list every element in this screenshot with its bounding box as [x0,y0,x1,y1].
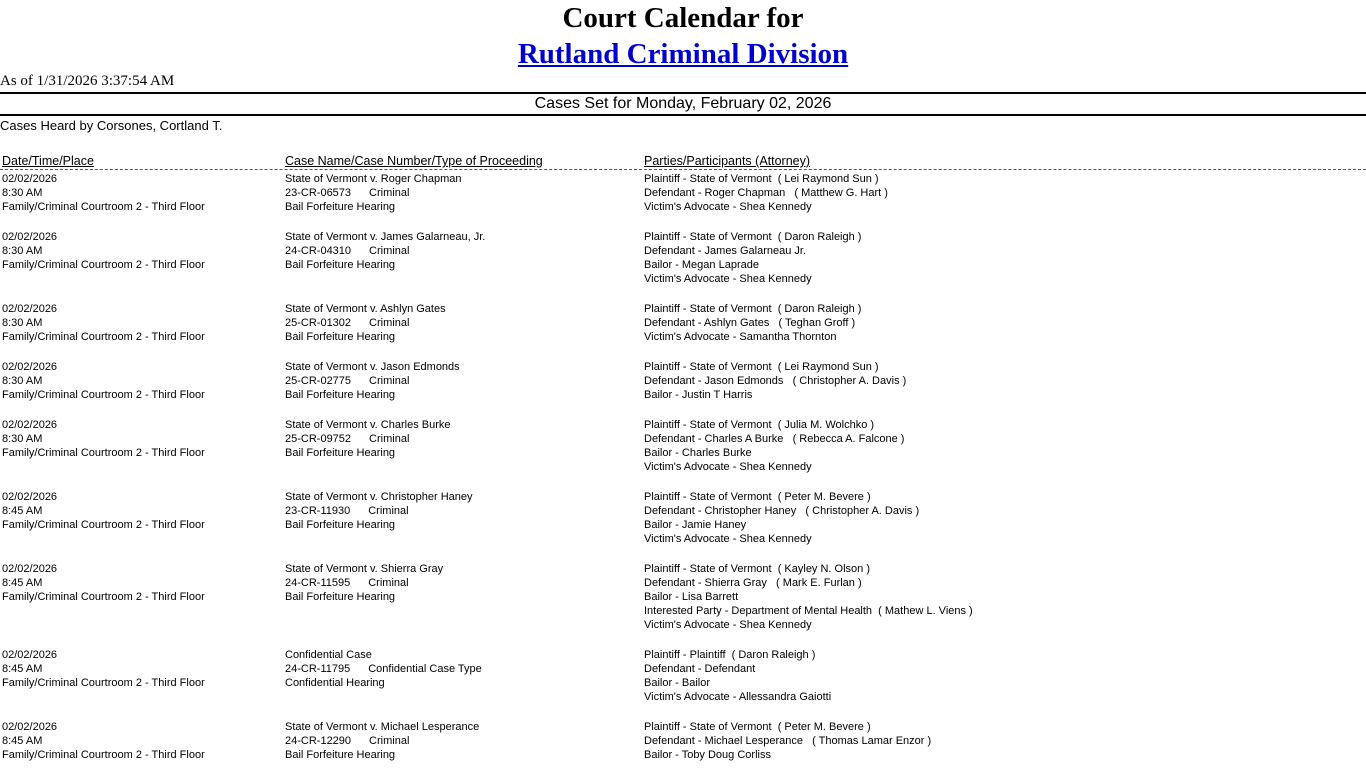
party: Plaintiff - State of Vermont ( Kayley N. Olson ) [644,563,870,575]
case-place: Family/Criminal Courtroom 2 - Third Floor [2,389,205,401]
case-number: 24-CR-11795 [285,663,351,675]
party: Victim's Advocate - Shea Kennedy [644,201,812,213]
case-date: 02/02/2026 [2,361,58,373]
proceeding-type: Bail Forfeiture Hearing [285,519,396,531]
case-time: 8:30 AM [2,375,43,387]
case-type: Criminal [369,187,410,199]
case-number: 25-CR-01302 [285,317,352,329]
date-time-place [2,562,205,604]
date-time-place [2,360,205,402]
proceeding-type: Bail Forfeiture Hearing [285,201,396,213]
party: Defendant - Jason Edmonds ( Christopher A. Davis ) [644,375,907,387]
case-info [285,418,450,460]
parties [644,562,973,632]
divider [0,114,1366,116]
parties [644,172,888,214]
party: Defendant - James Galarneau Jr. [644,245,807,257]
proceeding-type: Bail Forfeiture Hearing [285,591,396,603]
date-time-place [2,172,205,214]
column-header-date: Date/Time/Place [2,154,94,168]
party: Plaintiff - State of Vermont ( Lei Raymond Sun ) [644,361,879,373]
as-of-timestamp: As of 1/31/2026 3:37:54 AM [0,73,175,89]
case-row [0,172,1366,214]
party: Plaintiff - State of Vermont ( Daron Raleigh ) [644,231,862,243]
case-number-line [285,576,443,590]
parties [644,490,919,546]
party: Plaintiff - Plaintiff ( Daron Raleigh ) [644,649,816,661]
case-time: 8:30 AM [2,245,43,257]
case-row [0,360,1366,402]
parties [644,302,861,344]
case-place: Family/Criminal Courtroom 2 - Third Floor [2,447,205,459]
party: Victim's Advocate - Samantha Thornton [644,331,837,343]
party: Defendant - Christopher Haney ( Christopher A. Davis ) [644,505,920,517]
party: Defendant - Charles A Burke ( Rebecca A. Falcone ) [644,433,905,445]
case-row [0,418,1366,474]
party: Bailor - Bailor [644,677,711,689]
party: Plaintiff - State of Vermont ( Julia M. Wolchko ) [644,419,875,431]
case-type: Criminal [369,433,410,445]
column-header-parties: Parties/Participants (Attorney) [644,154,811,168]
case-number: 24-CR-12290 [285,735,352,747]
case-info [285,720,479,762]
case-type: Criminal [369,375,410,387]
case-place: Family/Criminal Courtroom 2 - Third Floor [2,591,205,603]
parties [644,360,906,402]
case-number-line [285,662,482,676]
case-type: Criminal [369,317,410,329]
case-info [285,648,482,690]
party: Interested Party - Department of Mental Health ( Mathew L. Viens ) [644,605,973,617]
case-row [0,302,1366,344]
party: Victim's Advocate - Shea Kennedy [644,273,812,285]
column-header-case: Case Name/Case Number/Type of Proceeding [285,154,543,168]
case-date: 02/02/2026 [2,721,58,733]
case-time: 8:45 AM [2,663,43,675]
case-type: Confidential Case Type [368,663,482,675]
case-row [0,720,1366,762]
date-time-place [2,720,205,762]
judge-heading: Cases Heard by Corsones, Cortland T. [0,118,223,133]
party: Plaintiff - State of Vermont ( Peter M. Bevere ) [644,721,871,733]
case-time: 8:45 AM [2,577,43,589]
party: Bailor - Megan Laprade [644,259,759,271]
case-date: 02/02/2026 [2,173,58,185]
parties [644,418,904,474]
case-type: Criminal [369,735,410,747]
proceeding-type: Bail Forfeiture Hearing [285,749,396,761]
date-time-place [2,490,205,532]
case-number-line [285,244,485,258]
party: Bailor - Charles Burke [644,447,752,459]
case-number-line [285,504,473,518]
parties [644,720,931,762]
case-name: State of Vermont v. Roger Chapman [285,173,462,185]
case-time: 8:45 AM [2,735,43,747]
case-date: 02/02/2026 [2,419,58,431]
party: Bailor - Lisa Barrett [644,591,739,603]
party: Victim's Advocate - Shea Kennedy [644,461,812,473]
case-date: 02/02/2026 [2,563,58,575]
date-time-place [2,302,205,344]
case-number: 25-CR-02775 [285,375,352,387]
party: Bailor - Jamie Haney [644,519,747,531]
table-header [0,154,1366,170]
party: Bailor - Toby Doug Corliss [644,749,771,761]
party: Victim's Advocate - Allessandra Gaiotti [644,691,832,703]
date-time-place [2,230,205,272]
case-type: Criminal [368,505,409,517]
case-name: State of Vermont v. Christopher Haney [285,491,473,503]
proceeding-type: Bail Forfeiture Hearing [285,331,396,343]
case-place: Family/Criminal Courtroom 2 - Third Floor [2,201,205,213]
case-date: 02/02/2026 [2,649,58,661]
case-name: State of Vermont v. James Galarneau, Jr. [285,231,486,243]
party: Defendant - Michael Lesperance ( Thomas Lamar Enzor ) [644,735,932,747]
case-date: 02/02/2026 [2,303,58,315]
case-info [285,302,446,344]
date-time-place [2,648,205,690]
divider [0,92,1366,94]
case-type: Criminal [368,577,409,589]
party: Defendant - Defendant [644,663,756,675]
case-list [0,172,1366,778]
case-number-line [285,316,446,330]
case-number: 24-CR-11595 [285,577,351,589]
case-time: 8:30 AM [2,187,43,199]
case-name: State of Vermont v. Michael Lesperance [285,721,480,733]
party: Defendant - Shierra Gray ( Mark E. Furlan ) [644,577,862,589]
case-number: 24-CR-04310 [285,245,352,257]
date-time-place [2,418,205,460]
parties [644,230,861,286]
case-number: 25-CR-09752 [285,433,352,445]
case-name: State of Vermont v. Jason Edmonds [285,361,460,373]
case-number-line [285,432,450,446]
case-number: 23-CR-06573 [285,187,352,199]
case-row [0,230,1366,286]
proceeding-type: Bail Forfeiture Hearing [285,389,396,401]
case-name: State of Vermont v. Charles Burke [285,419,451,431]
case-info [285,360,460,402]
case-info [285,172,462,214]
division-link[interactable]: Rutland Criminal Division [517,38,849,70]
case-time: 8:45 AM [2,505,43,517]
case-info [285,562,443,604]
case-number: 23-CR-11930 [285,505,351,517]
case-date: 02/02/2026 [2,491,58,503]
party: Plaintiff - State of Vermont ( Lei Raymond Sun ) [644,173,879,185]
parties [644,648,831,704]
case-info [285,230,485,272]
proceeding-type: Confidential Hearing [285,677,385,689]
party: Plaintiff - State of Vermont ( Daron Raleigh ) [644,303,862,315]
party: Plaintiff - State of Vermont ( Peter M. Bevere ) [644,491,871,503]
page-title: Court Calendar for [562,2,804,34]
case-time: 8:30 AM [2,317,43,329]
division-title [0,38,1366,71]
case-type: Criminal [369,245,410,257]
case-place: Family/Criminal Courtroom 2 - Third Floor [2,331,205,343]
case-row [0,562,1366,632]
case-row [0,490,1366,546]
cases-set-for-heading: Cases Set for Monday, February 02, 2026 [534,95,832,112]
case-place: Family/Criminal Courtroom 2 - Third Floor [2,749,205,761]
case-number-line [285,186,462,200]
case-info [285,490,473,532]
proceeding-type: Bail Forfeiture Hearing [285,447,396,459]
case-date: 02/02/2026 [2,231,58,243]
case-place: Family/Criminal Courtroom 2 - Third Floor [2,677,205,689]
party: Defendant - Ashlyn Gates ( Teghan Groff ) [644,317,856,329]
party: Victim's Advocate - Shea Kennedy [644,619,812,631]
case-place: Family/Criminal Courtroom 2 - Third Floor [2,519,205,531]
party: Bailor - Justin T Harris [644,389,753,401]
case-name: Confidential Case [285,649,372,661]
case-number-line [285,734,479,748]
case-time: 8:30 AM [2,433,43,445]
case-row [0,648,1366,704]
case-place: Family/Criminal Courtroom 2 - Third Floor [2,259,205,271]
case-name: State of Vermont v. Shierra Gray [285,563,444,575]
case-number-line [285,374,460,388]
party: Victim's Advocate - Shea Kennedy [644,533,812,545]
party: Defendant - Roger Chapman ( Matthew G. Hart ) [644,187,888,199]
case-name: State of Vermont v. Ashlyn Gates [285,303,446,315]
proceeding-type: Bail Forfeiture Hearing [285,259,396,271]
